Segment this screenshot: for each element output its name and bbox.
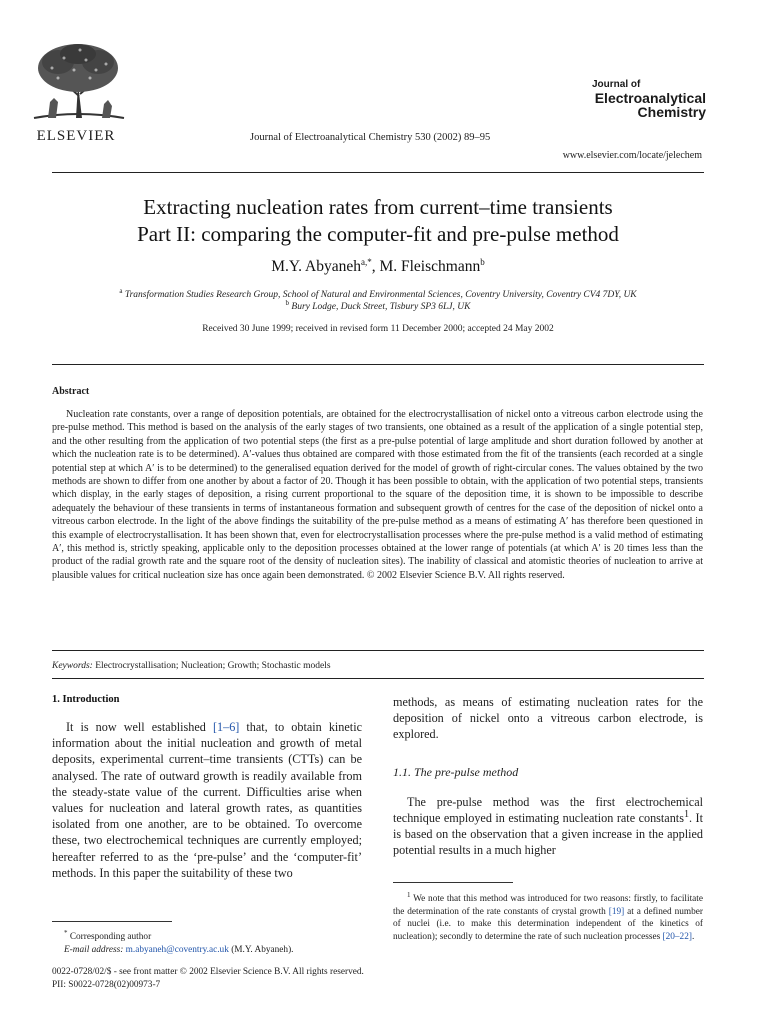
header-divider: [52, 172, 704, 173]
intro-paragraph-continued: methods, as means of estimating nucleation rates for the deposition of nickel onto a vitreous carbon electrode, is explored.: [393, 695, 703, 742]
journal-logo-line1: Journal of: [592, 79, 641, 90]
keywords-label: Keywords:: [52, 661, 93, 671]
intro-text: that, to obtain kinetic information about the initial nucleation and growth of metal deposits, experimental current–time transients (CTTs) can be analysed. The rate of outward growth is readily available from the steady-state value of the current. Difficulties arise when values for nucleation and lateral growth rates, as quantities isolated from one another, are to be obtained. To overcome these, two electrochemical techniques are currently employed; hereafter referred to as the ‘pre-pulse’ and the ‘computer-fit’ methods. In this paper the suitability of these two: [52, 720, 362, 880]
received-dates: Received 30 June 1999; received in revised form 11 December 2000; accepted 24 May 2002: [202, 324, 554, 334]
journal-logo: [590, 80, 706, 120]
affiliation-mark: b: [285, 298, 290, 307]
pii-line: PII: S0022-0728(02)00973-7: [52, 980, 161, 990]
body-divider: [52, 678, 704, 679]
article-title: [52, 194, 704, 248]
journal-citation: Journal of Electroanalytical Chemistry 530 (2002) 89–95: [250, 132, 491, 143]
section-heading: 1. Introduction: [52, 694, 120, 705]
subsection-heading: 1.1. The pre-pulse method: [393, 764, 519, 779]
copyright-line: 0022-0728/02/$ - see front matter © 2002 Elsevier Science B.V. All rights reserved.: [52, 967, 364, 977]
author-list: [52, 258, 704, 276]
abstract-heading: Abstract: [52, 386, 90, 397]
left-column: [52, 694, 362, 881]
keywords: [52, 661, 331, 671]
journal-url[interactable]: www.elsevier.com/locate/jelechem: [562, 150, 702, 161]
affiliation-mark: a: [119, 286, 123, 295]
author-affiliation-mark[interactable]: a,*: [360, 256, 372, 267]
author-affiliation-mark: b: [480, 256, 485, 267]
affiliation-a: [52, 286, 704, 300]
footnote-1: [393, 890, 703, 943]
abstract-bottom-divider: [52, 650, 704, 651]
citation-link[interactable]: [19]: [608, 906, 625, 917]
affiliation-text: Bury Lodge, Duck Street, Tisbury SP3 6LJ, UK: [291, 302, 471, 312]
footnote-mark: *: [64, 928, 68, 937]
affiliation-b: [52, 298, 704, 312]
intro-paragraph: [52, 719, 362, 881]
citation-link[interactable]: [1–6]: [212, 720, 240, 734]
footnote-text: .: [691, 931, 695, 942]
intro-text: It is now well established: [66, 720, 213, 734]
email-link[interactable]: m.abyaneh@coventry.ac.uk: [125, 944, 229, 955]
right-column: [393, 694, 703, 858]
journal-logo-line3: Chemistry: [637, 104, 706, 121]
journal-logo-line2: Electroanalytical: [594, 89, 706, 106]
elsevier-tree-icon: [28, 40, 128, 126]
footnote-divider: [52, 921, 172, 922]
email-owner: (M.Y. Abyaneh).: [231, 944, 294, 955]
affiliation-text: Transformation Studies Research Group, School of Natural and Environmental Sciences, Coventry University, Coventry CV4 7DY, UK: [124, 290, 637, 300]
abstract-text: Nucleation rate constants, over a range of deposition potentials, are obtained for the electrocrystallisation of nickel onto a vitreous carbon electrode using the pre-pulse method. This method is based on the analysis of the early stages of two transients, one obtained as a result of the application of a single potential step, and the other resulting from the application of two potential steps (the first as a pre-pulse potential of large amplitude and short duration followed by another at which the nucleation rate is to be determined). A′-values thus obtained are compared with those estimated from the fit of the transients (each recorded at a single potential step at which A′ is to be determined) to the generalised equation derived for the model of growth of right-circular cones. The values obtained by the two methods are shown to differ from one another by about a factor of 20. Though it has been possible to obtain, with the application of two potential steps, transients which display, in the early stages of deposition, a rising current proportional to the square of the deposition time, it is shown to be impossible to describe adequately the behaviour of these transients in terms of instantaneous formation and subsequent growth of centres for the case of the deposition of nickel onto a vitreous carbon electrode. In the light of the above findings the suitability of the pre-pulse method as a means of estimating A′ has therefore been questioned in this example of electrocrystallisation. It has been shown that, even for electrocrystallisation processes where the pre-pulse method is a valid method of estimating A′, this method is, strictly speaking, applicable only to the deposition processes obtained at the lower range of potentials (at which A′ is 20 times less than the product of the radial growth rate and the square root of the density of nucleation sites). The inability of classical and atomistic theories of nucleation to arrive at plausible values for critical nucleation size has once again been demonstrated. © 2002 Elsevier Science B.V. All rights reserved.: [52, 409, 703, 581]
paragraph-text: . It is based on the observation that a given increase in the applied potential results in a much higher: [393, 810, 703, 858]
footnote-divider: [393, 882, 513, 883]
corresponding-footnote: [52, 928, 362, 956]
footnote-text: at a defined number of nuclei (i.e. to make this determination independent of the kinetics of nucleation); secondly to determine the rate of such nucleation processes: [393, 906, 703, 942]
footnote-text: We note that this method was introduced for two reasons: firstly, to facilitate the determination of the rate constants of crystal growth: [393, 894, 703, 917]
email-label: E-mail address:: [64, 944, 124, 955]
publisher-name: ELSEVIER: [36, 128, 116, 144]
footnote-reference[interactable]: 1: [683, 808, 690, 820]
pre-pulse-paragraph: [393, 794, 703, 859]
title-line-1: Extracting nucleation rates from current–time transients: [143, 195, 613, 219]
corresponding-author-note: [52, 928, 362, 944]
abstract-top-divider: [52, 364, 704, 365]
author-name: M. Fleischmann: [379, 258, 481, 275]
footnote-mark: 1: [407, 890, 411, 899]
publisher-logo: [20, 40, 134, 148]
title-line-2: Part II: comparing the computer-fit and pre-pulse method: [137, 222, 619, 246]
corresponding-author-label: Corresponding author: [69, 932, 152, 942]
paragraph-text: The pre-pulse method was the first electrochemical technique employed in estimating nucleation rate constants: [393, 794, 703, 825]
email-line: [52, 944, 362, 957]
author-name: M.Y. Abyaneh: [271, 258, 361, 275]
citation-link[interactable]: [20–22]: [662, 931, 692, 942]
author-separator: ,: [371, 258, 380, 275]
keywords-list: Electrocrystallisation; Nucleation; Growth; Stochastic models: [95, 661, 331, 671]
